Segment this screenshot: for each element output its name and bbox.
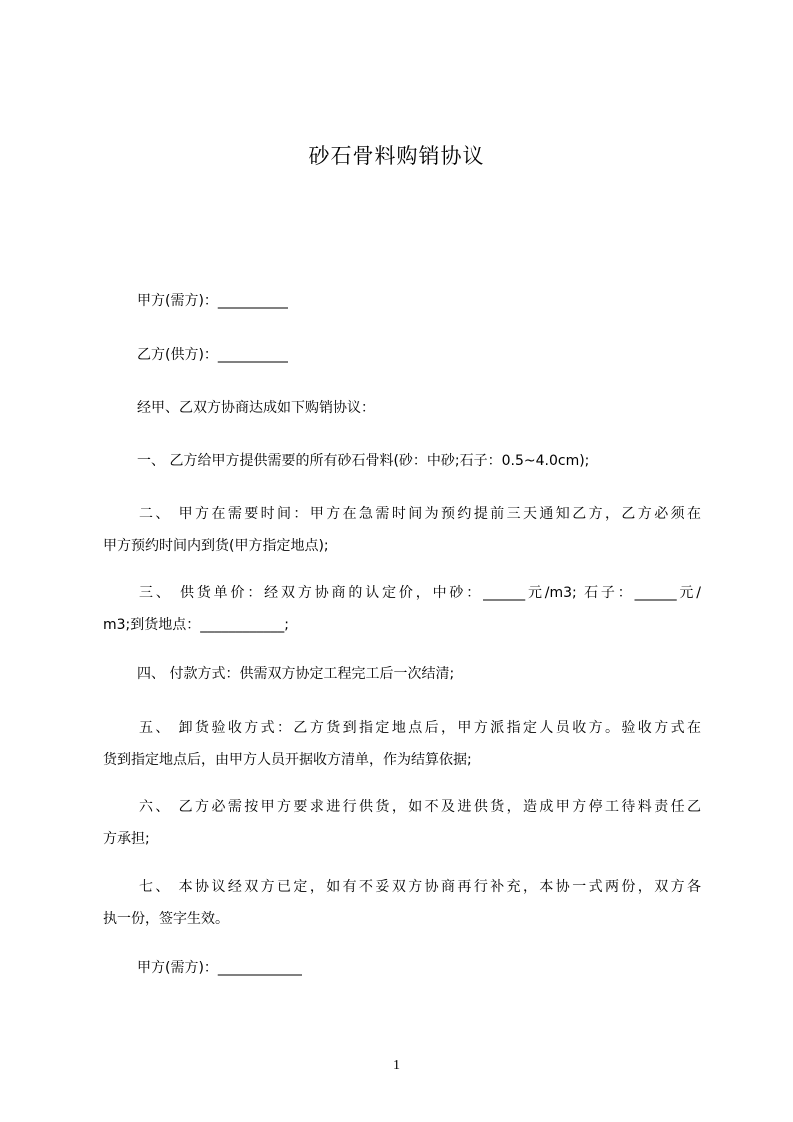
clause-6 bbox=[103, 791, 701, 855]
clause-6-line-2: 方承担; bbox=[103, 831, 150, 847]
clause-6-line-1: 六、 乙方必需按甲方要求进行供货，如不及进供货，造成甲方停工待料责任乙 bbox=[139, 799, 701, 815]
clause-7-line-1: 七、 本协议经双方已定，如有不妥双方协商再行补充，本协一式两份，双方各 bbox=[139, 879, 701, 895]
clause-7-line-2: 执一份，签字生效。 bbox=[103, 911, 229, 927]
clause-3 bbox=[103, 577, 701, 641]
clause-5-line-2: 货到指定地点后，由甲方人员开据收方清单，作为结算依据; bbox=[103, 752, 472, 768]
clause-5-line-1: 五、 卸货验收方式：乙方货到指定地点后，甲方派指定人员收方。验收方式在 bbox=[139, 720, 701, 736]
signature-party-a: 甲方(需方)：____________ bbox=[137, 960, 302, 976]
clause-7 bbox=[103, 871, 701, 935]
clause-2-line-1: 二、 甲方在需要时间：甲方在急需时间为预约提前三天通知乙方，乙方必须在 bbox=[139, 506, 701, 522]
clause-2-line-2: 甲方预约时间内到货(甲方指定地点); bbox=[103, 538, 329, 554]
clause-4: 四、 付款方式：供需双方协定工程完工后一次结清; bbox=[137, 666, 455, 682]
document-title: 砂石骨料购销协议 bbox=[308, 144, 485, 168]
intro-text: 经甲、乙双方协商达成如下购销协议： bbox=[137, 400, 375, 416]
clause-3-line-2: m3;到货地点：____________; bbox=[103, 617, 289, 633]
party-a-line: 甲方(需方)：__________ bbox=[137, 293, 288, 309]
clause-2 bbox=[103, 498, 701, 562]
clause-3-line-1: 三、 供货单价：经双方协商的认定价，中砂：______元/m3; 石子：______元/ bbox=[139, 585, 701, 601]
page-number: 1 bbox=[393, 1058, 400, 1073]
clause-1: 一、 乙方给甲方提供需要的所有砂石骨料(砂：中砂;石子：0.5~4.0cm); bbox=[137, 453, 590, 469]
clause-5 bbox=[103, 712, 701, 776]
party-b-line: 乙方(供方)：__________ bbox=[137, 347, 288, 363]
